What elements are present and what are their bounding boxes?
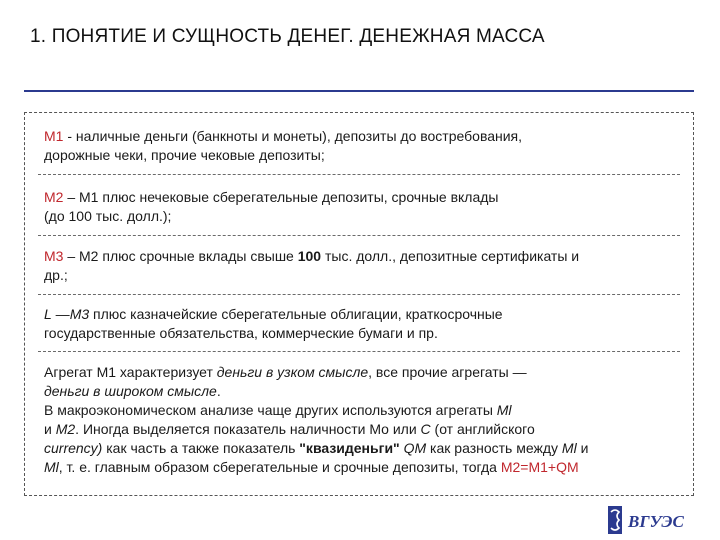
m3-bold-number: 100 bbox=[297, 248, 322, 264]
agg-bold: "квазиденьги" bbox=[299, 440, 400, 456]
separator bbox=[38, 294, 680, 295]
m3-text-a: – М2 плюс срочные вклады свыше bbox=[63, 248, 298, 264]
m3-text-b: тыс. долл., депозитные сертификаты и bbox=[321, 248, 580, 264]
agg-text: как разность между bbox=[426, 440, 562, 456]
logo-text: ВГУЭС bbox=[628, 512, 684, 531]
aggregate-explanation bbox=[44, 363, 676, 477]
m1-definition bbox=[44, 127, 676, 165]
agg-italic: QM bbox=[403, 440, 427, 456]
m3-text-line2: др.; bbox=[44, 267, 68, 283]
slide-title: 1. ПОНЯТИЕ И СУЩНОСТЬ ДЕНЕГ. ДЕНЕЖНАЯ МАССА bbox=[30, 26, 545, 47]
agg-italic: С bbox=[420, 421, 431, 437]
content-box bbox=[24, 112, 694, 496]
title-underline bbox=[24, 90, 694, 92]
m3-definition bbox=[44, 247, 676, 285]
m2-term: М2 bbox=[44, 189, 64, 205]
agg-italic: Ml bbox=[496, 402, 512, 418]
l-text-line1: плюс казначейские сберегательные облигации, краткосрочные bbox=[89, 306, 503, 322]
agg-text: В макроэкономическом анализе чаще других используются агрегаты bbox=[44, 402, 497, 418]
m2-text-line2: (до 100 тыс. долл.); bbox=[44, 208, 172, 224]
separator bbox=[38, 174, 680, 175]
agg-italic: Ml bbox=[561, 440, 577, 456]
l-m3-italic: М3 bbox=[69, 306, 90, 322]
agg-text: и bbox=[576, 440, 589, 456]
separator bbox=[38, 235, 680, 236]
l-dash: — bbox=[51, 306, 70, 322]
agg-text: как часть а также показатель bbox=[102, 440, 300, 456]
m1-term: М1 bbox=[44, 128, 64, 144]
university-logo bbox=[608, 506, 708, 534]
agg-text: (от английского bbox=[430, 421, 535, 437]
m3-term: М3 bbox=[44, 248, 64, 264]
agg-text: . bbox=[216, 383, 221, 399]
agg-italic: деньги в узком смысле bbox=[216, 364, 369, 380]
l-term: L bbox=[44, 306, 52, 322]
l-text-line2: государственные обязательства, коммерческие бумаги и пр. bbox=[44, 325, 438, 341]
agg-text: . Иногда выделяется показатель наличности Мо или bbox=[75, 421, 421, 437]
m1-text-line2: дорожные чеки, прочие чековые депозиты; bbox=[44, 147, 325, 163]
agg-italic: деньги в широком смысле bbox=[44, 383, 217, 399]
agg-italic: Ml bbox=[44, 459, 59, 475]
m2-definition bbox=[44, 188, 676, 226]
agg-text: , все прочие агрегаты — bbox=[368, 364, 527, 380]
agg-text: Агрегат М1 характеризует bbox=[44, 364, 217, 380]
m2-text-line1: – М1 плюс нечековые сберегательные депозиты, срочные вклады bbox=[63, 189, 499, 205]
agg-text: , т. е. главным образом сберегательные и срочные депозиты, тогда bbox=[58, 459, 501, 475]
l-definition bbox=[44, 305, 676, 343]
agg-formula: М2=М1+QM bbox=[500, 459, 579, 475]
agg-italic: currency) bbox=[44, 440, 103, 456]
separator bbox=[38, 351, 680, 352]
agg-text: и bbox=[44, 421, 56, 437]
m1-text-line1: - наличные деньги (банкноты и монеты), депозиты до востребования, bbox=[63, 128, 523, 144]
agg-italic: М2 bbox=[55, 421, 76, 437]
